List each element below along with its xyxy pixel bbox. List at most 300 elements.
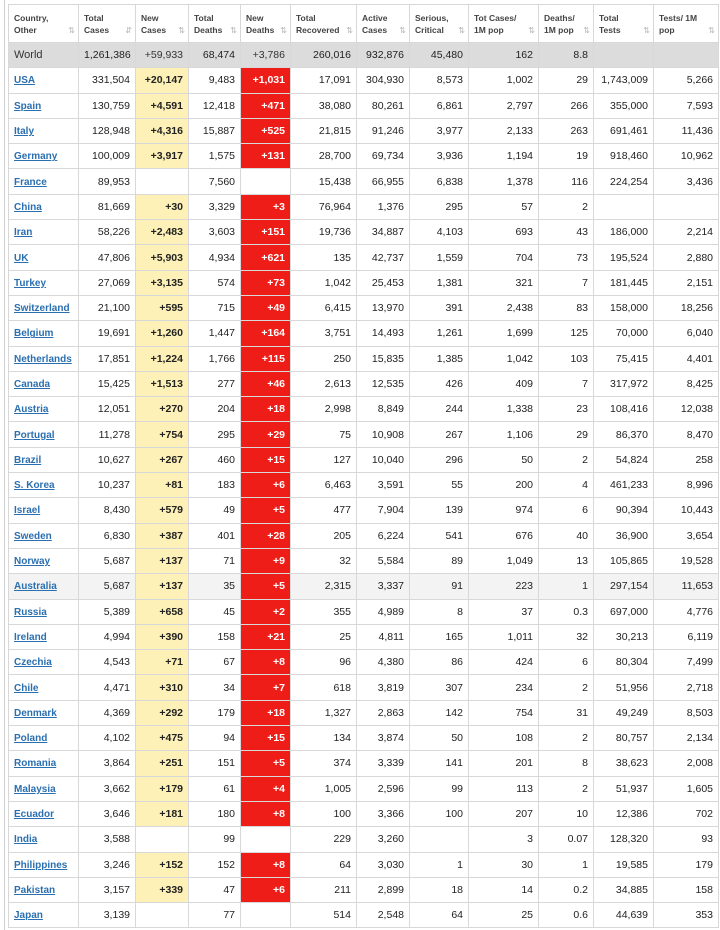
active-cases-cell: 42,737 — [357, 245, 410, 270]
country-link[interactable]: Poland — [14, 733, 48, 745]
serious-critical-cell: 1,261 — [410, 321, 469, 346]
total-cases-cell: 3,139 — [79, 903, 136, 928]
total-deaths-cell: 7,560 — [189, 169, 241, 194]
total-tests-cell: 317,972 — [594, 371, 654, 396]
country-link[interactable]: Japan — [14, 910, 43, 922]
table-row — [9, 624, 719, 649]
total-deaths-cell: 183 — [189, 473, 241, 498]
total-deaths-cell: 3,603 — [189, 220, 241, 245]
column-header-total-cases[interactable] — [79, 5, 136, 43]
column-header-active-cases[interactable] — [357, 5, 410, 43]
table-row — [9, 650, 719, 675]
total-tests-cell: 36,900 — [594, 523, 654, 548]
new-deaths-cell: +28 — [241, 523, 291, 548]
deaths-1m-cell: 8 — [539, 751, 594, 776]
deaths-1m-cell: 263 — [539, 118, 594, 143]
total-deaths-cell: 401 — [189, 523, 241, 548]
table-row — [9, 169, 719, 194]
new-cases-cell: +270 — [136, 397, 189, 422]
total-cases-cell: 5,687 — [79, 574, 136, 599]
country-cell — [9, 118, 79, 143]
country-link[interactable]: Iran — [14, 227, 33, 239]
country-cell — [9, 548, 79, 573]
page-border — [4, 0, 5, 930]
new-deaths-cell: +29 — [241, 422, 291, 447]
country-cell — [9, 726, 79, 751]
deaths-1m-cell: 0.6 — [539, 903, 594, 928]
total-recovered-cell: 477 — [291, 498, 357, 523]
sort-icon[interactable]: ⇅ — [178, 26, 185, 35]
table-row — [9, 877, 719, 902]
table-row — [9, 675, 719, 700]
new-cases-cell — [136, 827, 189, 852]
tot-cases-1m-cell: 201 — [469, 751, 539, 776]
serious-critical-cell: 64 — [410, 903, 469, 928]
total-recovered-cell: 25 — [291, 624, 357, 649]
country-cell — [9, 624, 79, 649]
country-link[interactable]: Spain — [14, 100, 42, 112]
table-row — [9, 68, 719, 93]
total-deaths-cell: 12,418 — [189, 93, 241, 118]
country-link[interactable]: Germany — [14, 151, 58, 163]
country-link[interactable]: Denmark — [14, 707, 57, 719]
sort-icon[interactable]: ⇅ — [458, 26, 465, 35]
country-link[interactable]: UK — [14, 252, 29, 264]
total-deaths-cell: 4,934 — [189, 245, 241, 270]
new-deaths-cell: +621 — [241, 245, 291, 270]
tests-1m-cell: 12,038 — [654, 397, 719, 422]
header-row — [9, 5, 719, 43]
total-cases-cell: 15,425 — [79, 371, 136, 396]
total-recovered-cell: 1,005 — [291, 776, 357, 801]
sort-icon[interactable]: ⇅ — [643, 26, 650, 35]
country-cell — [9, 447, 79, 472]
tests-1m-cell: 18,256 — [654, 295, 719, 320]
total-recovered-cell: 250 — [291, 346, 357, 371]
active-cases-cell: 10,040 — [357, 447, 410, 472]
country-cell — [9, 801, 79, 826]
serious-critical-cell — [410, 827, 469, 852]
new-deaths-cell — [241, 903, 291, 928]
column-header-total-deaths[interactable] — [189, 5, 241, 43]
sort-icon[interactable]: ⇅ — [583, 26, 590, 35]
country-link[interactable]: Ireland — [14, 631, 47, 643]
new-cases-cell: +292 — [136, 700, 189, 725]
serious-critical-cell: 18 — [410, 877, 469, 902]
new-deaths-cell: +49 — [241, 295, 291, 320]
total-cases-cell: 5,389 — [79, 599, 136, 624]
tests-1m-cell: 2,880 — [654, 245, 719, 270]
column-header-label: New Cases — [141, 12, 167, 35]
active-cases-cell: 2,548 — [357, 903, 410, 928]
total-cases-cell: 47,806 — [79, 245, 136, 270]
active-cases-cell: 69,734 — [357, 144, 410, 169]
new-cases-cell: +137 — [136, 548, 189, 573]
total-cases-cell: 3,246 — [79, 852, 136, 877]
table-row — [9, 321, 719, 346]
serious-critical-cell: 391 — [410, 295, 469, 320]
active-cases-cell: 2,863 — [357, 700, 410, 725]
serious-critical-cell: 244 — [410, 397, 469, 422]
deaths-1m-cell: 23 — [539, 397, 594, 422]
serious-critical-cell: 8 — [410, 599, 469, 624]
new-deaths-cell: +6 — [241, 877, 291, 902]
active-cases-cell: 3,819 — [357, 675, 410, 700]
total-cases-cell: 17,851 — [79, 346, 136, 371]
tests-1m-cell: 4,776 — [654, 599, 719, 624]
sort-icon[interactable]: ⇅ — [708, 26, 715, 35]
active-cases-cell: 4,380 — [357, 650, 410, 675]
country-cell — [9, 675, 79, 700]
tot-cases-1m-cell: 200 — [469, 473, 539, 498]
new-cases-cell: +658 — [136, 599, 189, 624]
column-header-tests-1m[interactable] — [654, 5, 719, 43]
total-cases-cell: 3,588 — [79, 827, 136, 852]
active-cases-cell: 1,376 — [357, 194, 410, 219]
serious-critical-cell: 4,103 — [410, 220, 469, 245]
country-cell — [9, 220, 79, 245]
country-link[interactable]: Russia — [14, 606, 47, 618]
total-tests-cell: 128,320 — [594, 827, 654, 852]
tot-cases-1m-cell: 1,011 — [469, 624, 539, 649]
active-cases-cell: 80,261 — [357, 93, 410, 118]
tot-cases-1m-cell: 14 — [469, 877, 539, 902]
total-tests-cell: 1,743,009 — [594, 68, 654, 93]
country-cell — [9, 473, 79, 498]
table-header — [9, 5, 719, 43]
total-cases-cell: 10,627 — [79, 447, 136, 472]
column-header-label: Country, Other — [14, 12, 49, 35]
serious-critical-cell: 307 — [410, 675, 469, 700]
table-row — [9, 144, 719, 169]
total-deaths-cell: 574 — [189, 270, 241, 295]
serious-critical-cell: 8,573 — [410, 68, 469, 93]
country-link[interactable]: Australia — [14, 581, 57, 593]
sort-icon[interactable]: ⇅ — [399, 26, 406, 35]
sort-icon[interactable]: ⇅ — [280, 26, 287, 35]
table-row — [9, 700, 719, 725]
total-cases-cell: 4,994 — [79, 624, 136, 649]
active-cases-cell: 13,970 — [357, 295, 410, 320]
active-cases-cell: 7,904 — [357, 498, 410, 523]
total-recovered-cell: 355 — [291, 599, 357, 624]
total-recovered-cell: 127 — [291, 447, 357, 472]
table-body — [9, 43, 719, 928]
new-deaths-cell: +7 — [241, 675, 291, 700]
new-deaths-cell: +9 — [241, 548, 291, 573]
tot-cases-1m-cell: 676 — [469, 523, 539, 548]
total-tests-cell: 51,956 — [594, 675, 654, 700]
total-cases-cell: 12,051 — [79, 397, 136, 422]
tot-cases-1m-cell: 1,699 — [469, 321, 539, 346]
tot-cases-1m-cell: 321 — [469, 270, 539, 295]
sort-icon[interactable]: ⇅ — [68, 26, 75, 35]
world-total-row — [9, 43, 719, 68]
total-tests-cell: 80,304 — [594, 650, 654, 675]
new-cases-cell: +1,513 — [136, 371, 189, 396]
new-deaths-cell: +21 — [241, 624, 291, 649]
sort-icon[interactable]: ⇵ — [125, 26, 132, 35]
country-link[interactable]: China — [14, 201, 42, 213]
tot-cases-1m-cell: 409 — [469, 371, 539, 396]
total-recovered-cell: 100 — [291, 801, 357, 826]
country-cell — [9, 321, 79, 346]
country-link[interactable]: Philippines — [14, 859, 68, 871]
country-link[interactable]: Portugal — [14, 429, 55, 441]
total-tests-cell: 75,415 — [594, 346, 654, 371]
country-cell — [9, 852, 79, 877]
country-link[interactable]: Austria — [14, 404, 49, 416]
table-row — [9, 498, 719, 523]
new-deaths-cell: +5 — [241, 498, 291, 523]
total-deaths-cell: 277 — [189, 371, 241, 396]
total-cases-cell: 6,830 — [79, 523, 136, 548]
column-header-total-tests[interactable] — [594, 5, 654, 43]
country-link[interactable]: Pakistan — [14, 884, 56, 896]
country-link[interactable]: Belgium — [14, 328, 54, 340]
tot-cases-1m-cell: 50 — [469, 447, 539, 472]
deaths-1m-cell: 103 — [539, 346, 594, 371]
total-recovered-cell: 134 — [291, 726, 357, 751]
table-row — [9, 270, 719, 295]
tests-1m-cell: 2,214 — [654, 220, 719, 245]
table-row — [9, 397, 719, 422]
country-link[interactable]: India — [14, 834, 38, 846]
country-link[interactable]: Switzerland — [14, 303, 70, 315]
table-row — [9, 574, 719, 599]
country-link[interactable]: Czechia — [14, 657, 52, 669]
sort-icon[interactable]: ⇅ — [230, 26, 237, 35]
deaths-1m-cell: 2 — [539, 726, 594, 751]
new-cases-cell: +152 — [136, 852, 189, 877]
total-recovered-cell: 32 — [291, 548, 357, 573]
total-deaths-cell: 1,447 — [189, 321, 241, 346]
total-recovered-cell: 1,327 — [291, 700, 357, 725]
new-cases-cell — [136, 169, 189, 194]
new-deaths-cell — [241, 169, 291, 194]
total-recovered-cell: 229 — [291, 827, 357, 852]
active-cases-cell: 3,366 — [357, 801, 410, 826]
new-deaths-cell: +525 — [241, 118, 291, 143]
table-row — [9, 776, 719, 801]
country-cell — [9, 169, 79, 194]
new-deaths-cell: +18 — [241, 700, 291, 725]
serious-critical-cell: 89 — [410, 548, 469, 573]
country-link[interactable]: Italy — [14, 126, 35, 138]
total-tests-cell: 195,524 — [594, 245, 654, 270]
column-header-label: Serious, Critical — [415, 12, 449, 35]
country-link[interactable]: Chile — [14, 682, 39, 694]
total-cases-cell: 3,864 — [79, 751, 136, 776]
serious-critical-cell: 1,385 — [410, 346, 469, 371]
new-cases-cell: +3,917 — [136, 144, 189, 169]
column-header-label: Total Recovered — [296, 12, 340, 35]
deaths-1m-cell: 13 — [539, 548, 594, 573]
tot-cases-1m-cell: 234 — [469, 675, 539, 700]
total-recovered-cell: 64 — [291, 852, 357, 877]
total-recovered-cell: 6,463 — [291, 473, 357, 498]
column-header-label: Deaths/ 1M pop — [544, 12, 575, 35]
serious-critical-cell: 3,936 — [410, 144, 469, 169]
deaths-1m-cell: 2 — [539, 447, 594, 472]
tot-cases-1m-cell: 1,042 — [469, 346, 539, 371]
total-tests-cell: 12,386 — [594, 801, 654, 826]
column-header-label: Total Tests — [599, 12, 621, 35]
table-row — [9, 245, 719, 270]
total-recovered-cell: 96 — [291, 650, 357, 675]
country-link[interactable]: Canada — [14, 379, 51, 390]
active-cases-cell: 15,835 — [357, 346, 410, 371]
total-cases-cell: 3,157 — [79, 877, 136, 902]
deaths-1m-cell: 1 — [539, 574, 594, 599]
table-row — [9, 473, 719, 498]
table-row — [9, 548, 719, 573]
total-cases-cell: 4,471 — [79, 675, 136, 700]
sort-icon[interactable]: ⇅ — [528, 26, 535, 35]
tot-cases-1m-cell: 1,049 — [469, 548, 539, 573]
country-link[interactable]: France — [14, 176, 47, 188]
tests-1m-cell: 10,443 — [654, 498, 719, 523]
total-tests-cell — [594, 194, 654, 219]
table-row — [9, 93, 719, 118]
deaths-1m-cell: 0.07 — [539, 827, 594, 852]
total-recovered-cell: 618 — [291, 675, 357, 700]
table-row — [9, 827, 719, 852]
total-deaths-cell: 715 — [189, 295, 241, 320]
new-deaths-cell: +4 — [241, 776, 291, 801]
column-header-total-recovered[interactable] — [291, 5, 357, 43]
total-recovered-cell: 38,080 — [291, 93, 357, 118]
total-recovered-cell: 19,736 — [291, 220, 357, 245]
column-header-deaths-1m[interactable] — [539, 5, 594, 43]
total-cases-cell: 10,237 — [79, 473, 136, 498]
column-header-tot-cases-1m[interactable] — [469, 5, 539, 43]
deaths-1m-cell: 29 — [539, 422, 594, 447]
new-cases-cell: +179 — [136, 776, 189, 801]
table-row — [9, 194, 719, 219]
tests-1m-cell: 19,528 — [654, 548, 719, 573]
country-link[interactable]: S. Korea — [14, 480, 55, 492]
country-cell — [9, 599, 79, 624]
total-tests-cell: 461,233 — [594, 473, 654, 498]
country-cell — [9, 371, 79, 396]
country-cell — [9, 877, 79, 902]
total-recovered-cell: 21,815 — [291, 118, 357, 143]
total-deaths-cell: 158 — [189, 624, 241, 649]
new-cases-cell: +754 — [136, 422, 189, 447]
tot-cases-1m-cell: 1,338 — [469, 397, 539, 422]
total-cases-cell: 331,504 — [79, 68, 136, 93]
tot-cases-1m-cell: 1,194 — [469, 144, 539, 169]
new-cases-cell: +579 — [136, 498, 189, 523]
total-recovered-cell: 211 — [291, 877, 357, 902]
country-link[interactable]: Malaysia — [14, 783, 56, 795]
sort-icon[interactable]: ⇅ — [346, 26, 353, 35]
serious-critical-cell: 1,381 — [410, 270, 469, 295]
tests-1m-cell: 6,119 — [654, 624, 719, 649]
total-cases-cell: 8,430 — [79, 498, 136, 523]
column-header-new-cases[interactable] — [136, 5, 189, 43]
table-row — [9, 346, 719, 371]
active-cases-cell: 3,260 — [357, 827, 410, 852]
serious-critical-cell: 6,838 — [410, 169, 469, 194]
tests-1m-cell: 1,605 — [654, 776, 719, 801]
column-header-country[interactable] — [9, 5, 79, 43]
new-cases-cell: +59,933 — [136, 43, 189, 68]
country-link[interactable]: USA — [14, 75, 36, 87]
tot-cases-1m-cell: 1,106 — [469, 422, 539, 447]
deaths-1m-cell: 40 — [539, 523, 594, 548]
tot-cases-1m-cell: 704 — [469, 245, 539, 270]
tests-1m-cell: 8,503 — [654, 700, 719, 725]
column-header-new-deaths[interactable] — [241, 5, 291, 43]
deaths-1m-cell: 1 — [539, 852, 594, 877]
country-link[interactable]: Israel — [14, 505, 41, 517]
tot-cases-1m-cell: 2,438 — [469, 295, 539, 320]
tot-cases-1m-cell: 223 — [469, 574, 539, 599]
tot-cases-1m-cell: 1,378 — [469, 169, 539, 194]
total-deaths-cell: 152 — [189, 852, 241, 877]
total-recovered-cell: 205 — [291, 523, 357, 548]
total-recovered-cell: 3,751 — [291, 321, 357, 346]
column-header-label: Tot Cases/ 1M pop — [474, 12, 517, 35]
new-cases-cell: +595 — [136, 295, 189, 320]
new-cases-cell: +1,224 — [136, 346, 189, 371]
new-cases-cell: +81 — [136, 473, 189, 498]
total-deaths-cell: 77 — [189, 903, 241, 928]
tests-1m-cell: 11,653 — [654, 574, 719, 599]
new-deaths-cell: +3,786 — [241, 43, 291, 68]
country-link[interactable]: Netherlands — [14, 353, 72, 365]
total-tests-cell: 34,885 — [594, 877, 654, 902]
table-row — [9, 422, 719, 447]
deaths-1m-cell: 7 — [539, 371, 594, 396]
tot-cases-1m-cell: 37 — [469, 599, 539, 624]
total-recovered-cell: 75 — [291, 422, 357, 447]
total-cases-cell: 27,069 — [79, 270, 136, 295]
total-tests-cell: 90,394 — [594, 498, 654, 523]
total-recovered-cell: 514 — [291, 903, 357, 928]
total-cases-cell: 4,543 — [79, 650, 136, 675]
country-link[interactable]: Norway — [14, 556, 51, 568]
total-tests-cell: 70,000 — [594, 321, 654, 346]
country-link[interactable]: Sweden — [14, 530, 52, 542]
new-cases-cell: +20,147 — [136, 68, 189, 93]
deaths-1m-cell: 116 — [539, 169, 594, 194]
country-cell — [9, 574, 79, 599]
table-row — [9, 751, 719, 776]
active-cases-cell: 4,989 — [357, 599, 410, 624]
total-cases-cell: 19,691 — [79, 321, 136, 346]
country-cell — [9, 295, 79, 320]
new-cases-cell: +475 — [136, 726, 189, 751]
tests-1m-cell: 4,401 — [654, 346, 719, 371]
country-link[interactable]: Brazil — [14, 454, 42, 466]
total-deaths-cell: 34 — [189, 675, 241, 700]
country-cell — [9, 903, 79, 928]
tests-1m-cell — [654, 43, 719, 68]
serious-critical-cell: 91 — [410, 574, 469, 599]
new-deaths-cell: +471 — [241, 93, 291, 118]
country-link[interactable]: Ecuador — [14, 809, 55, 821]
active-cases-cell: 25,453 — [357, 270, 410, 295]
country-link[interactable]: Romania — [14, 758, 57, 770]
deaths-1m-cell: 266 — [539, 93, 594, 118]
country-link[interactable]: Turkey — [14, 277, 47, 289]
total-tests-cell: 19,585 — [594, 852, 654, 877]
column-header-serious-critical[interactable] — [410, 5, 469, 43]
tot-cases-1m-cell: 693 — [469, 220, 539, 245]
